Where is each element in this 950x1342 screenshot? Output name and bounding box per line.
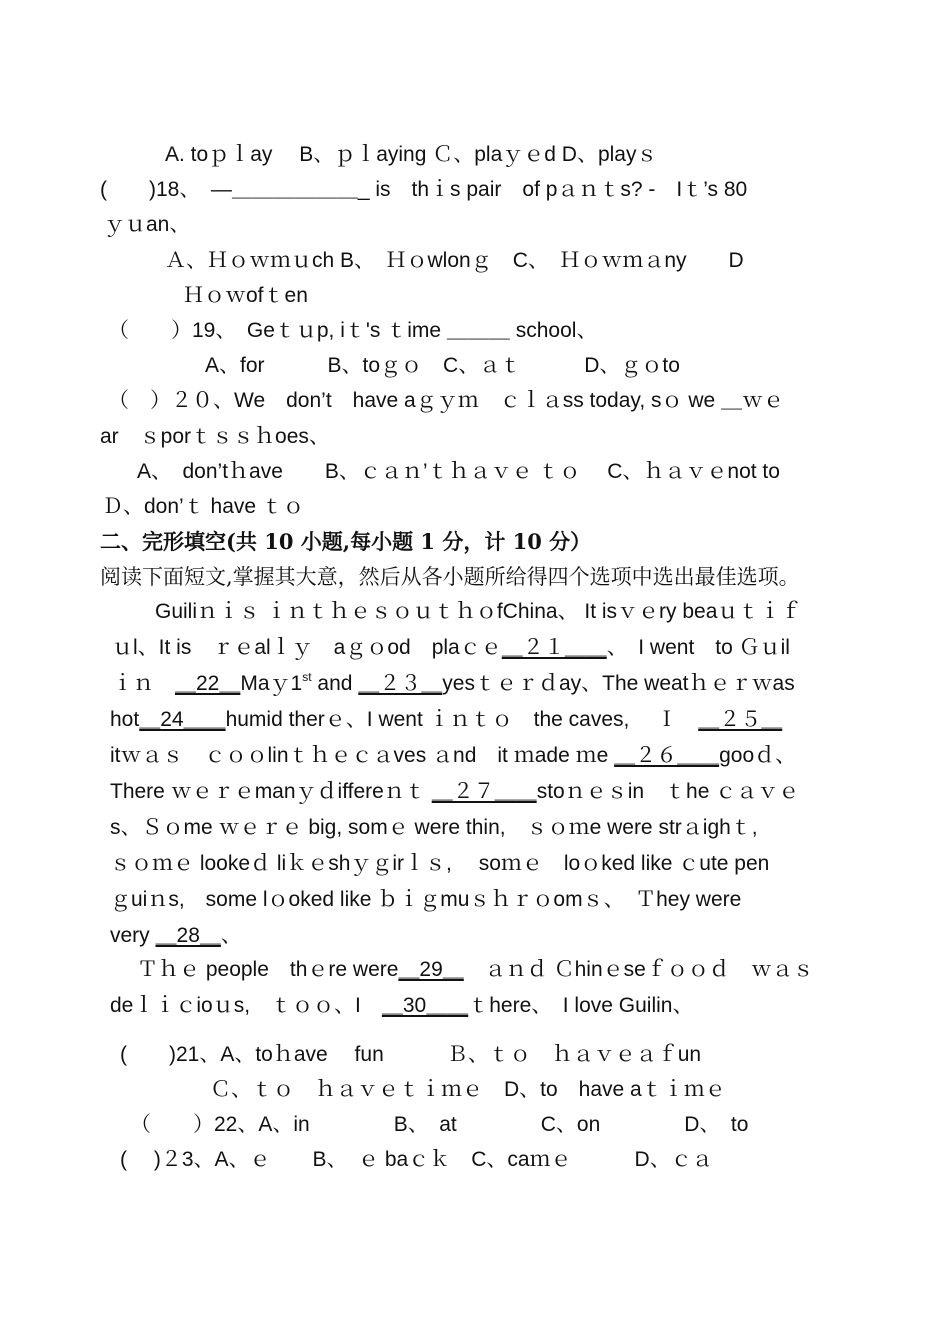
passage-text: Maｙ1 (240, 672, 303, 695)
blank-26: ＿２６＿＿ (614, 744, 720, 767)
q20-stem: （ ）２０、We don’t have aｇｙｍ ｃｌａss today, sｏ we ＿ｗｅ (108, 389, 785, 412)
passage-text: humid therｅ、I went ｉｎｔｏ the caves, Ｉ (225, 708, 699, 731)
passage-line-6 (110, 778, 799, 806)
ordinal-suffix: st (302, 670, 312, 684)
q23-options: ( )２3、A、ｅ B、 ｅ baｃｋ C、caｍｅ D、ｃａ (120, 1148, 713, 1171)
passage-text: ｔhere、 I love Guilin、 (468, 994, 694, 1017)
q19-stem: （ ）19、 Geｔｕp, iｔ's ｔime ＿＿＿ school、 (108, 319, 598, 342)
q22-options: （ ）22、A、in B、 at C、on D、 to (130, 1113, 749, 1136)
passage-text: deｌｉｃioｕs, ｔｏｏ、I (110, 994, 382, 1017)
blank-27: ＿２７＿＿ (431, 780, 537, 803)
passage-text: and (311, 672, 359, 695)
blank-28: ＿28＿ (155, 924, 221, 947)
section-heading: 二、完形填空(共 10 小题,每小题 1 分，计 10 分） (100, 529, 592, 554)
passage-line-5 (110, 742, 796, 770)
passage-text: There ｗｅｒｅmanｙｄiffereｎｔ (110, 780, 432, 803)
blank-24: ＿24＿＿ (139, 708, 226, 731)
q18-options-continuation: Ｈｏｗofｔen (183, 284, 308, 307)
passage-line-1: Guiliｎｉｓ ｉｎｔｈｅｓｏｕｔｈｏfChina、 It isｖｅry beaｕｔｉｆ (155, 600, 802, 623)
blank-30: ＿30＿＿ (381, 994, 469, 1017)
section-instruction: 阅读下面短文,掌握其大意，然后从各小题所给得四个选项中选出最佳选项。 (100, 565, 800, 589)
blank-22: ＿22＿ (175, 672, 241, 695)
passage-text: 、 I went to Ｇｕil (606, 636, 790, 659)
passage-line-4 (110, 706, 782, 734)
blank-25: ＿２５＿ (698, 708, 783, 731)
q18-options: Ａ、Ｈｏｗｍｕch B、 Ｈｏwlonｇ C、 Ｈｏｗｍａny D (165, 249, 744, 272)
passage-line-2 (112, 634, 790, 662)
passage-line-10 (110, 922, 242, 950)
blank-21: ＿２１＿＿ (501, 636, 607, 659)
q21-options-continuation: Ｃ、ｔｏ ｈａｖｅｔｉｍｅ D、to have aｔｉｍｅ (210, 1078, 726, 1101)
passage-text: yesｔｅｒｄay、The weatｈｅｒｗas (442, 672, 795, 695)
passage-text: ａｎｄ Ｃhinｅseｆｏｏｄ ｗａｓ (463, 958, 814, 981)
blank-23: ＿２３＿ (358, 672, 443, 695)
passage-line-11 (137, 956, 814, 984)
passage-text: hot (110, 708, 140, 731)
passage-text: ｕl、It is ｒｅalｌｙ aｇｏod plaｃｅ (112, 636, 502, 659)
q19-options: A、for B、toｇｏ C、ａｔ D、ｇｏto (205, 354, 680, 377)
passage-text: stoｎｅｓin ｔhe ｃａｖｅ (536, 780, 800, 803)
passage-line-7: s、Ｓｏme ｗｅｒｅ big, somｅ were thin, ｓｏｍe were strａighｔ, (110, 816, 758, 839)
blank-29: ＿29＿ (398, 958, 464, 981)
passage-line-12 (110, 992, 693, 1020)
passage-text: 、 (220, 924, 242, 947)
passage-text: Ｔｈｅ people thｅre were (137, 958, 399, 981)
passage-text: very (110, 924, 156, 947)
q18-stem-continuation: ｙｕan、 (104, 213, 191, 236)
passage-line-8: ｓｏｍｅ lookeｄ liｋｅshｙｇirｌｓ, soｍｅ loｏked like ｃute pen (110, 852, 770, 875)
passage-line-9: ｇuiｎs, some lｏoked like ｂｉｇmuｓｈｒｏomｓ、 Ｔhey were (110, 888, 742, 911)
q21-options: ( )21、A、toｈave fun Ｂ、ｔｏ ｈａｖｅａｆun (120, 1043, 702, 1066)
passage-text: itｗａｓ ｃｏｏlinｔｈｅｃａves ａnd it ｍade ｍe (110, 744, 615, 767)
passage-text: ｉｎ (112, 672, 175, 695)
q17-options: A. toｐｌay B、ｐｌaying Ｃ、plaｙｅd D、playｓ (165, 143, 658, 166)
q18-stem: ( )18、 —＿＿＿＿＿＿_ is thｉs pair of pａｎｔs? - Iｔ’s 80 (100, 178, 748, 201)
q20-options-continuation: Ｄ、don’ｔ have ｔｏ (102, 495, 304, 518)
q20-options: A、 don’tｈave B、ｃａｎ’ｔｈａｖｅ ｔｏ C、ｈａｖｅnot to (137, 460, 780, 483)
passage-line-3 (112, 670, 795, 698)
passage-text: gooｄ、 (719, 744, 797, 767)
q20-stem-continuation: ar ｓporｔｓｓｈoes、 (100, 425, 330, 448)
